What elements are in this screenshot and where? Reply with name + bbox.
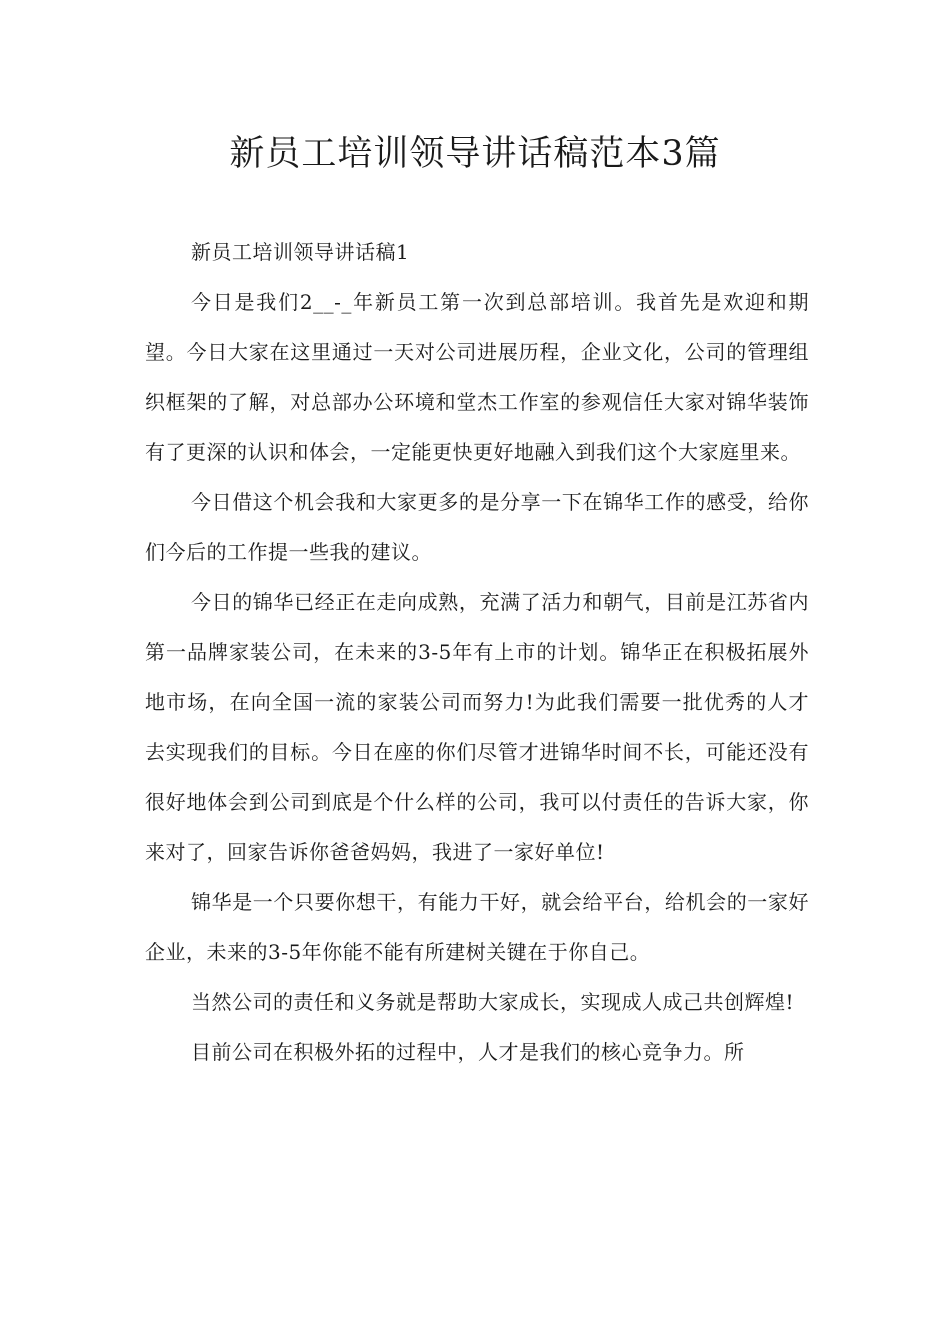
document-title: 新员工培训领导讲话稿范本3篇	[229, 134, 721, 174]
paragraph: 目前公司在积极外拓的过程中，人才是我们的核心竞争力。所	[191, 1040, 745, 1064]
paragraph: 今日借这个机会我和大家更多的是分享一下在锦华工作的感受，给你们今后的工作提一些我的建议。	[145, 490, 809, 564]
paragraph-heading: 新员工培训领导讲话稿1	[191, 240, 410, 264]
paragraph: 今日是我们2__-_年新员工第一次到总部培训。我首先是欢迎和期望。今日大家在这里通过一天对公司进展历程，企业文化，公司的管理组织框架的了解，对总部办公环境和堂杰工作室的参观信任大家对锦华装饰有了更深的认识和体会，一定能更快更好地融入到我们这个大家庭里来。	[145, 290, 809, 464]
paragraph: 锦华是一个只要你想干，有能力干好，就会给平台，给机会的一家好企业，未来的3-5年你能不能有所建树关键在于你自己。	[145, 890, 809, 964]
paragraph: 当然公司的责任和义务就是帮助大家成长，实现成人成己共创辉煌!	[191, 990, 795, 1014]
paragraph: 今日的锦华已经正在走向成熟，充满了活力和朝气，目前是江苏省内第一品牌家装公司，在未来的3-5年有上市的计划。锦华正在积极拓展外地市场，在向全国一流的家装公司而努力!为此我们需要一批优秀的人才去实现我们的目标。今日在座的你们尽管才进锦华时间不长，可能还没有很好地体会到公司到底是个什么样的公司，我可以付责任的告诉大家，你来对了，回家告诉你爸爸妈妈，我进了一家好单位!	[145, 590, 809, 864]
document-body	[145, 227, 809, 1077]
